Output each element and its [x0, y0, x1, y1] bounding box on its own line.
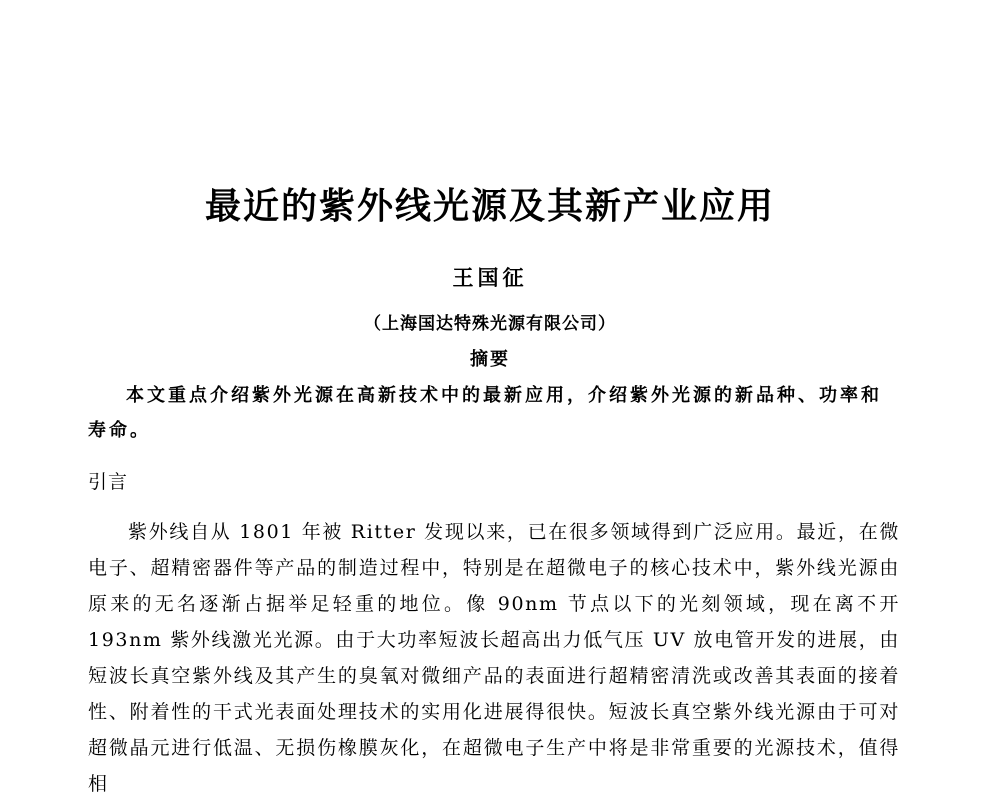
abstract-text: 本文重点介绍紫外光源在高新技术中的最新应用，介绍紫外光源的新品种、功率和寿命。 [88, 385, 882, 441]
abstract-heading: 摘要 [470, 349, 510, 370]
introduction-paragraph: 紫外线自从 1801 年被 Ritter 发现以来，已在很多领域得到广泛应用。最近，在微电子、超精密器件等产品的制造过程中，特别是在超微电子的核心技术中，紫外线光源由原来的无名逐渐占据举足轻重的地位。像 90nm 节点以下的光刻领域，现在离不开 193nm 紫外线激光光源。由于大功率短波长超高出力低气压 UV 放电管开发的进展，由短波长真空紫外线及其产生的臭氧对微细产品的表面进行超精密清洗或改善其表面的接着性、附着性的干式光表面处理技术的实用化进展得很快。短波长真空紫外线光源由于可对超微晶元进行低温、无损伤橡膜灰化，在超微电子生产中将是非常重要的光源技术，值得相 [88, 521, 900, 795]
paper-title: 最近的紫外线光源及其新产业应用 [204, 186, 775, 227]
author-affiliation: （上海国达特殊光源有限公司） [364, 314, 616, 334]
section-heading-introduction: 引言 [88, 471, 129, 493]
author-name: 王国征 [452, 265, 528, 290]
